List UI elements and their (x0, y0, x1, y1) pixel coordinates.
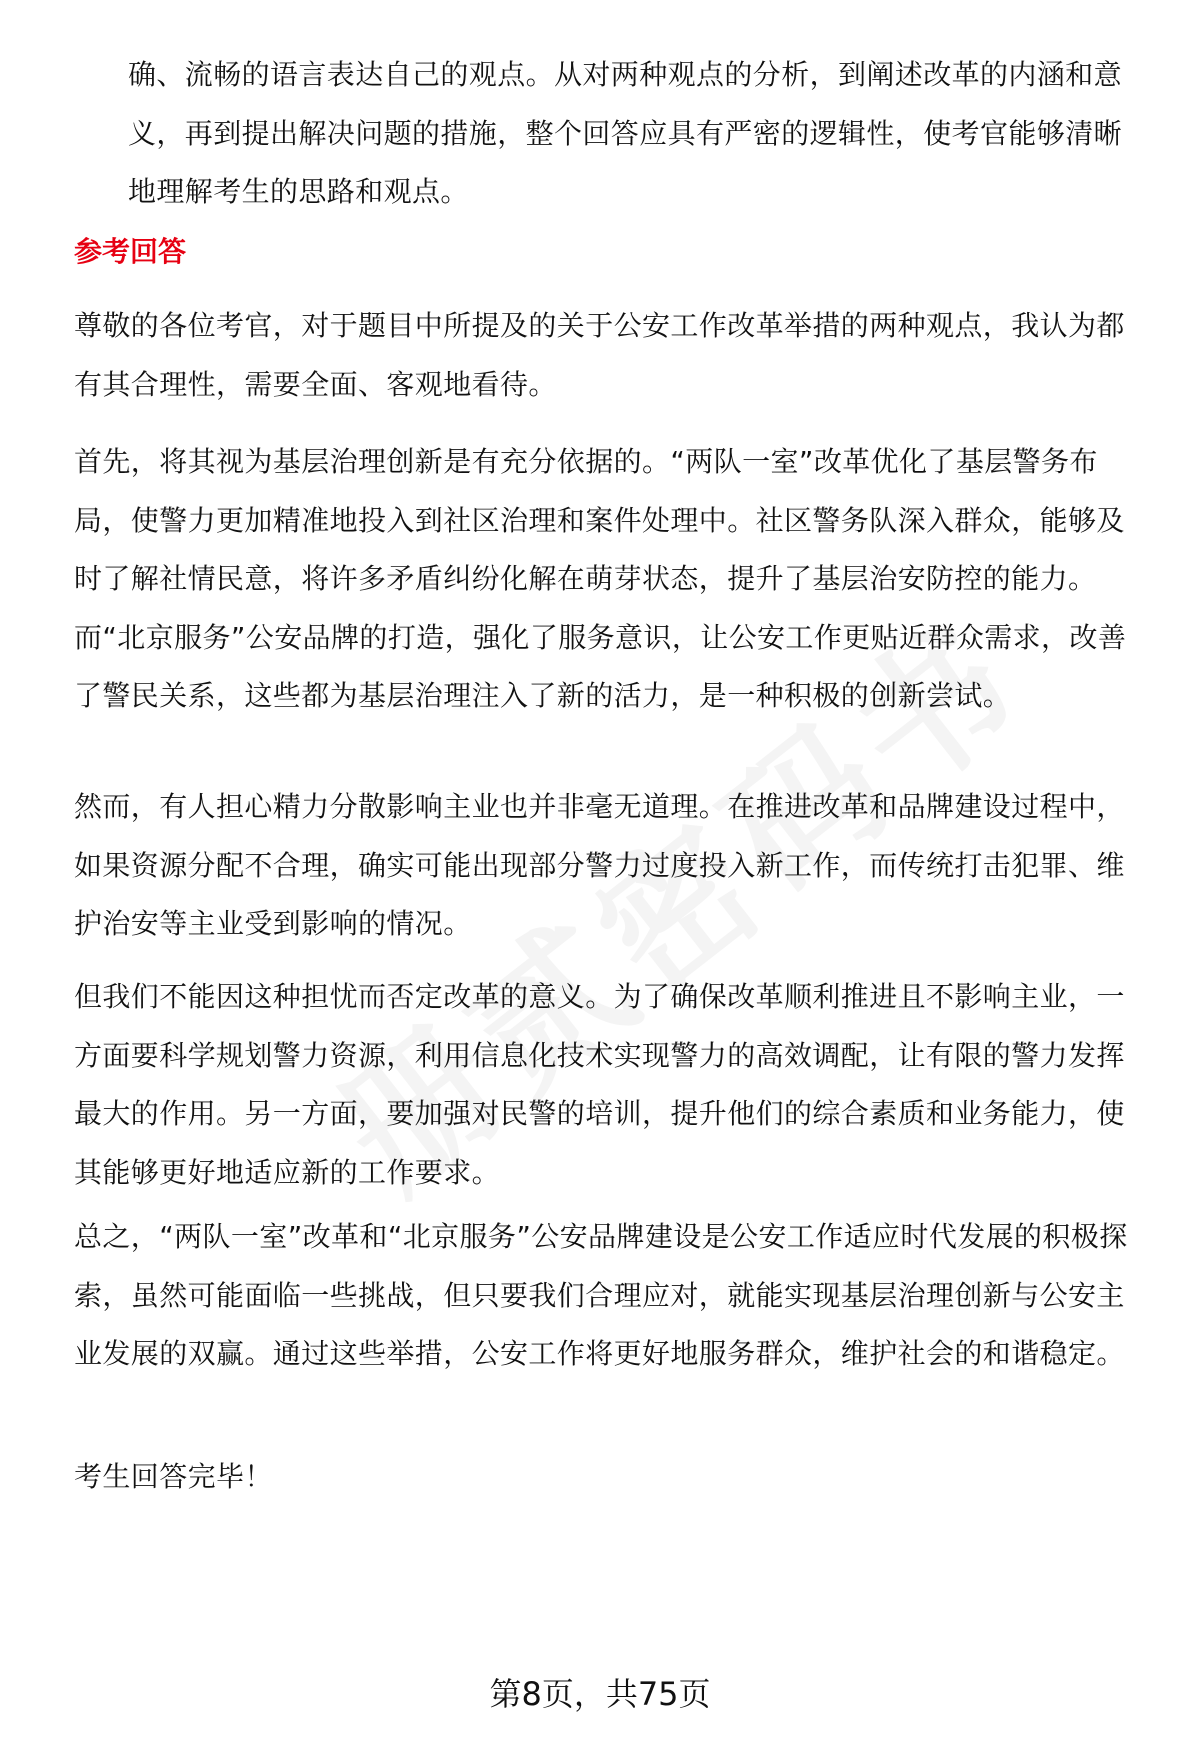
paragraph-1: 尊敬的各位考官，对于题目中所提及的关于公安工作改革举措的两种观点，我认为都有其合理性，需要全面、客观地看待。 (74, 309, 1125, 401)
paragraph-3: 然而，有人担心精力分散影响主业也并非毫无道理。在推进改革和品牌建设过程中，如果资源分配不合理，确实可能出现部分警力过度投入新工作，而传统打击犯罪、维护治安等主业受到影响的情况。 (74, 790, 1125, 940)
page-footer: 第8页，共75页 (489, 1675, 711, 1713)
intro-continuation: 确、流畅的语言表达自己的观点。从对两种观点的分析，到阐述改革的内涵和意义，再到提出解决问题的措施，整个回答应具有严密的逻辑性，使考官能够清晰地理解考生的思路和观点。 (128, 58, 1123, 208)
paragraph-5: 总之，“两队一室”改革和“北京服务”公安品牌建设是公安工作适应时代发展的积极探索，虽然可能面临一些挑战，但只要我们合理应对，就能实现基层治理创新与公安主业发展的双赢。通过这些举措，公安工作将更好地服务群众，维护社会的和谐稳定。 (74, 1220, 1128, 1370)
closing-line: 考生回答完毕！ (74, 1460, 273, 1493)
section-heading: 参考回答 (74, 235, 187, 268)
paragraph-2: 首先，将其视为基层治理创新是有充分依据的。“两队一室”改革优化了基层警务布局，使警力更加精准地投入到社区治理和案件处理中。社区警务队深入群众，能够及时了解社情民意，将许多矛盾纠纷化解在萌芽状态，提升了基层治安防控的能力。而“北京服务”公安品牌的打造，强化了服务意识，让公安工作更贴近群众需求，改善了警民关系，这些都为基层治理注入了新的活力，是一种积极的创新尝试。 (74, 445, 1127, 712)
paragraph-4: 但我们不能因这种担忧而否定改革的意义。为了确保改革顺利推进且不影响主业，一方面要科学规划警力资源，利用信息化技术实现警力的高效调配，让有限的警力发挥最大的作用。另一方面，要加强对民警的培训，提升他们的综合素质和业务能力，使其能够更好地适应新的工作要求。 (74, 980, 1125, 1189)
